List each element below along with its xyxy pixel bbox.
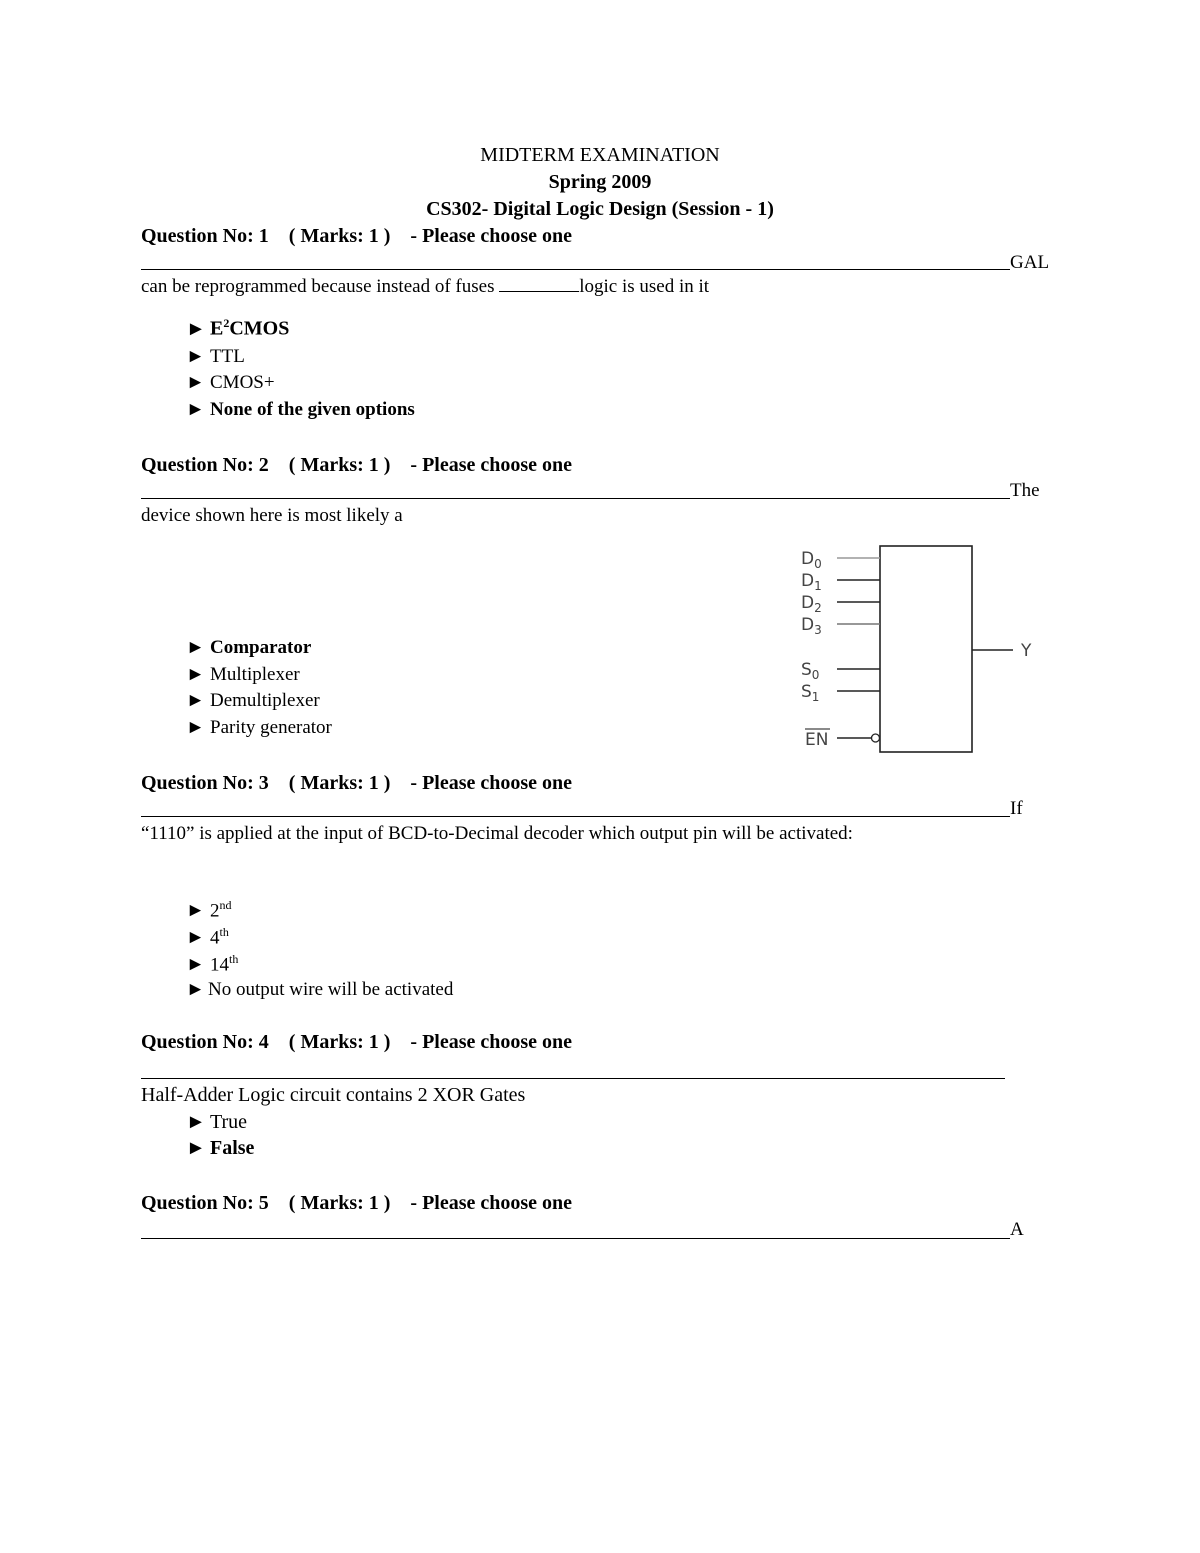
question-2-rule: [141, 498, 1010, 499]
option-text: No output wire will be activated: [208, 979, 454, 1000]
q1-option-2[interactable]: [186, 346, 245, 368]
answer-blank: [499, 277, 579, 292]
option-marker-icon: ►: [186, 637, 205, 658]
question-5-heading: Question No: 5 ( Marks: 1 ) - Please choose one: [141, 1192, 573, 1214]
option-text: 14: [210, 954, 229, 976]
q1-option-1[interactable]: [186, 316, 289, 341]
option-text: True: [210, 1111, 248, 1133]
question-1-text: [141, 276, 709, 298]
option-text: Demultiplexer: [210, 690, 320, 711]
option-marker-icon: ►: [186, 372, 205, 393]
option-superscript: 2: [223, 316, 230, 330]
input-label-d1: $D_1$: [801, 571, 822, 593]
input-label-d2: $D_2$: [801, 593, 822, 615]
input-label-en: EN: [805, 730, 829, 750]
question-5-rule: [141, 1238, 1010, 1239]
question-1-text-end: logic is used in it: [579, 276, 710, 297]
input-label-d3: $D_3$: [801, 615, 822, 637]
option-marker-icon: ►: [186, 900, 205, 922]
course-title: CS302- Digital Logic Design (Session - 1): [426, 198, 774, 220]
option-marker-icon: ►: [186, 1137, 206, 1159]
option-marker-icon: ►: [186, 1111, 206, 1133]
question-1-lead-word: GAL: [1010, 252, 1050, 273]
option-superscript: th: [229, 952, 239, 966]
q3-option-3[interactable]: [186, 952, 238, 976]
question-2-lead-word: The: [1010, 480, 1040, 501]
q3-option-1[interactable]: [186, 898, 232, 922]
option-text: CMOS: [229, 317, 290, 340]
input-label-s0: $S_0$: [801, 660, 820, 682]
question-1-heading: Question No: 1 ( Marks: 1 ) - Please choose one: [141, 225, 573, 247]
q2-option-1[interactable]: [186, 637, 311, 659]
option-marker-icon: ►: [186, 664, 205, 685]
option-text: CMOS+: [210, 372, 275, 393]
option-text: Multiplexer: [210, 664, 300, 685]
option-text: False: [210, 1137, 255, 1159]
option-marker-icon: ►: [186, 717, 205, 738]
option-text: None of the given options: [210, 399, 415, 420]
exam-title: MIDTERM EXAMINATION: [480, 144, 720, 166]
option-marker-icon: ►: [186, 346, 205, 367]
option-superscript: nd: [219, 898, 232, 912]
question-3-rule: [141, 816, 1010, 817]
option-marker-icon: ►: [186, 317, 206, 340]
q3-option-2[interactable]: [186, 925, 229, 949]
q4-option-1[interactable]: [186, 1111, 247, 1134]
option-text: TTL: [210, 346, 245, 367]
question-3-lead-word: If: [1010, 798, 1023, 819]
q1-option-3[interactable]: [186, 372, 275, 394]
option-text: 4: [210, 927, 220, 949]
q2-option-2[interactable]: [186, 664, 300, 686]
option-text: Parity generator: [210, 717, 332, 738]
exam-term: Spring 2009: [548, 171, 652, 193]
option-marker-icon: ►: [186, 927, 205, 949]
option-marker-icon: ►: [186, 690, 205, 711]
input-label-d0: $D_0$: [801, 549, 822, 571]
question-4-heading: Question No: 4 ( Marks: 1 ) - Please choose one: [141, 1031, 573, 1053]
multiplexer-diagram: [795, 540, 1045, 760]
input-label-s1: $S_1$: [801, 682, 820, 704]
option-text: E: [210, 317, 224, 340]
question-4-text: Half-Adder Logic circuit contains 2 XOR Gates: [141, 1084, 526, 1106]
question-5-lead-word: A: [1010, 1219, 1024, 1240]
question-3-heading: Question No: 3 ( Marks: 1 ) - Please choose one: [141, 772, 573, 794]
option-superscript: th: [219, 925, 229, 939]
option-marker-icon: ►: [186, 954, 205, 976]
question-2-heading: Question No: 2 ( Marks: 1 ) - Please choose one: [141, 454, 573, 476]
q3-option-4[interactable]: [186, 979, 453, 1001]
question-2-text: device shown here is most likely a: [141, 505, 403, 526]
q4-option-2[interactable]: [186, 1137, 254, 1160]
q2-option-4[interactable]: [186, 717, 332, 739]
option-text: Comparator: [210, 637, 312, 658]
question-3-text: “1110” is applied at the input of BCD-to-Decimal decoder which output pin will be activated:: [141, 823, 853, 844]
question-1-rule: [141, 269, 1010, 270]
output-label-y: Y: [1021, 641, 1032, 661]
option-marker-icon: ►: [186, 979, 205, 1000]
question-4-rule: [141, 1078, 1005, 1079]
q2-option-3[interactable]: [186, 690, 320, 712]
option-text: 2: [210, 900, 220, 922]
enable-bubble: [872, 734, 880, 742]
option-marker-icon: ►: [186, 399, 205, 420]
question-1-text-start: can be reprogrammed because instead of fuses: [141, 276, 500, 297]
q1-option-4[interactable]: [186, 399, 415, 421]
device-body: [880, 546, 972, 752]
